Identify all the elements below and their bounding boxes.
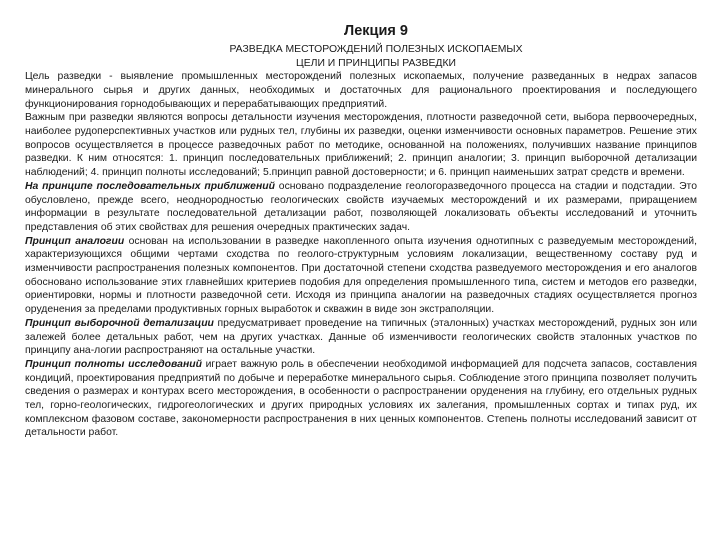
paragraph-text: основан на использовании в разведке накопленного опыта изучения однотипных с разведуемым месторождений, характеризующихся общими чертами сходства по геолого-структурным условиям локализации, вещественному составу руд и изменчивости распространения полезных компонентов. При достаточной степени сходства разведуемого месторождения и его аналогов обосновано использование этих главнейших критериев подобия для определения промышленного типа, систем и методов его разведки, ориентировки, нормы и плотности разведочной сети. Исходя из принципа аналогии на разведочных стадиях осуществляется прогноз оруденения за пределами продуктивных горных выработок и скважин в виде зон экстраполяции. <box>25 235 697 316</box>
lecture-page <box>25 22 697 440</box>
paragraph-text: Важным при разведки являются вопросы детальности изучения месторождения, плотности разведочной сети, выбора первоочередных, наиболее рудоперспективных участков или рудных тел, глубины их разведки, оценки изменчивости основных параметров. Решение этих вопросов осуществляется в процессе разведочных работ по методике, основанной на положениях, получивших название принципов разведки. К ним относятся: 1. принцип последовательных приближений; 2. принцип аналогии; 3. принцип выборочной детализации наблюдений; 4. принцип полноты исследований; 5.принцип равной достоверности; и 6. принцип наименьших затрат средств и времени. <box>25 112 697 179</box>
section-subheading: ЦЕЛИ И ПРИНЦИПЫ РАЗВЕДКИ <box>296 57 456 69</box>
paragraph-completeness <box>25 358 697 440</box>
lecture-title: Лекция 9 <box>344 23 408 39</box>
paragraph-text: предусматривает проведение на типичных (эталонных) участках месторождений, рудных зон или залежей более детальных работ, чем на других участках. Данные об изменчивости геологических свойств эталонных участков по принципу ана-логии распространяют на остальные участки. <box>25 317 697 357</box>
paragraph-analogy <box>25 235 697 317</box>
paragraph-successive-approximations <box>25 180 697 235</box>
paragraph-lead-term: Принцип выборочной детализации <box>25 317 214 329</box>
paragraph-principles-overview <box>25 111 697 180</box>
paragraph-text: играет важную роль в обеспечении необходимой информацией для подсчета запасов, составления кондиций, проектирования предприятий по добыче и переработке минерального сырья. Соблюдение этого принципа позволяет получить сведения о размерах и контурах всего месторождения, в особенности о распространении оруденения на глубину, его отдельных рудных тел, горно-геологических, гидрогеологических и других природных условиях их залегания, промышленных сортах и типах руд, их комплексном фазовом составе, закономерности распространения в них ценных компонентов. Степень полноты исследований зависит от детальности работ. <box>25 358 698 439</box>
paragraph-lead-term: Принцип полноты исследований <box>25 358 202 370</box>
section-heading: РАЗВЕДКА МЕСТОРОЖДЕНИЙ ПОЛЕЗНЫХ ИСКОПАЕМЫХ <box>229 44 523 55</box>
paragraph-text: Цель разведки - выявление промышленных месторождений полезных ископаемых, получение разведанных в недрах запасов минерального сырья и других данных, необходимых и достаточных для рационального проектирования и последующего функционирования горнодобывающих и перерабатывающих предприятий. <box>25 71 697 110</box>
paragraph-lead-term: На принципе последовательных приближений <box>25 180 275 192</box>
paragraph-lead-term: Принцип аналогии <box>25 235 125 247</box>
paragraph-text: основано подразделение геологоразведочного процесса на стадии и подстадии. Это обусловлено, прежде всего, неоднородностью геологических свойств изучаемых месторождений и их размерами, приращением информации в результате последовательной детализации работ, позволяющей локализовать объекты исследований и уточнить представления об этих свойствах для решения очередных практических задач. <box>25 180 697 233</box>
paragraph-goal <box>25 70 697 111</box>
paragraph-selective-detailing <box>25 317 697 358</box>
